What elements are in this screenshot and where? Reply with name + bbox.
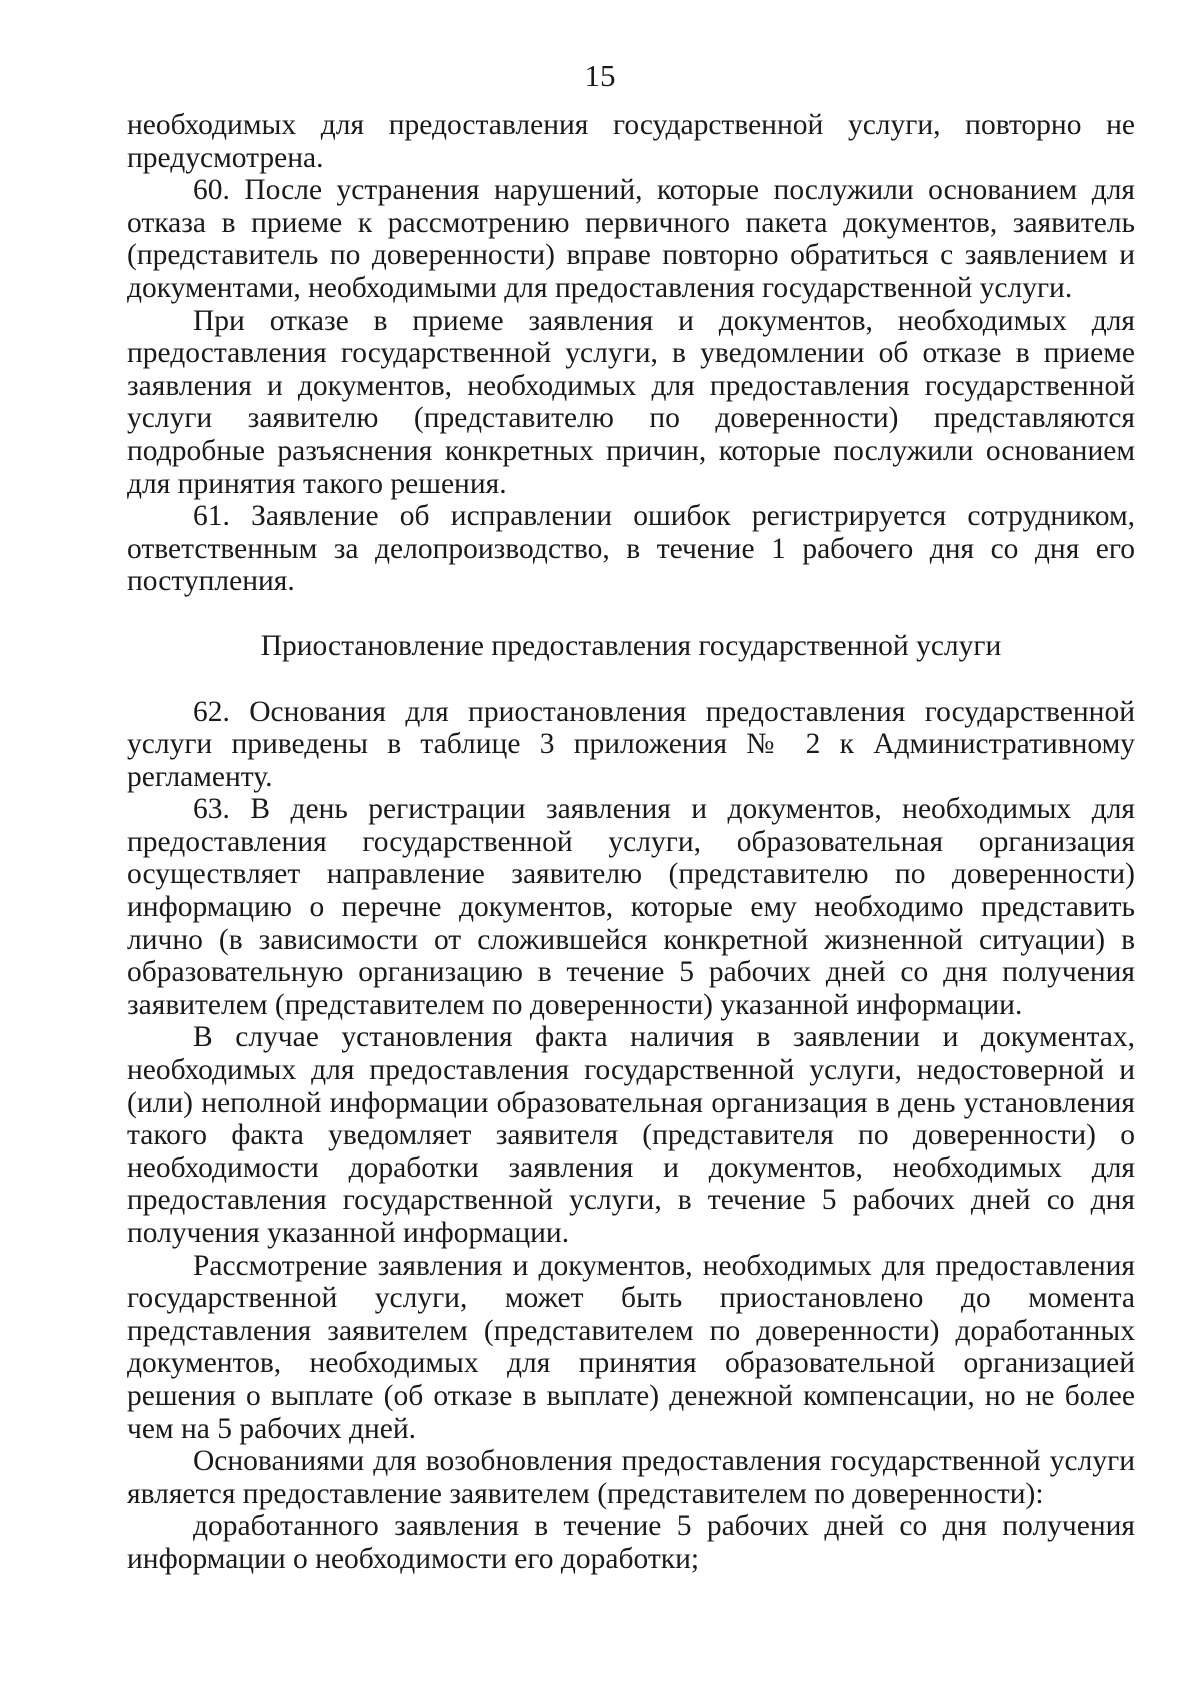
section-heading: Приостановление предоставления государственной услуги [260,629,1002,662]
paragraph-60: 60. После устранения нарушений, которые послужили основанием для отказа в приеме к рассмотрению первичного пакета документов, заявитель (представитель по доверенности) вправе повторно обратиться с заявлением и документами, необходимыми для предоставления государственной услуги. [127,174,1135,304]
spacer [127,598,1135,630]
spacer [127,663,1135,696]
paragraph-61: 61. Заявление об исправлении ошибок регистрируется сотрудником, ответственным за делопроизводство, в течение 1 рабочего дня со дня его поступления. [127,500,1135,598]
paragraph-continuation: необходимых для предоставления государственной услуги, повторно не предусмотрена. [127,109,1135,174]
paragraph-62: 62. Основания для приостановления предоставления государственной услуги приведены в таблице 3 приложения № 2 к Административному регламенту. [127,695,1135,793]
page-number: 15 [584,58,616,93]
paragraph-refusal-explanation: При отказе в приеме заявления и документов, необходимых для предоставления государственной услуги, в уведомлении об отказе в приеме заявления и документов, необходимых для предоставления государственной услуги заявителю (представителю по доверенности) представляются подробные разъяснения конкретных причин, которые послужили основанием для принятия такого решения. [127,304,1135,500]
paragraph-suspension: Рассмотрение заявления и документов, необходимых для предоставления государственной услуги, может быть приостановлено до момента представления заявителем (представителем по доверенности) доработанных документов, необходимых для принятия образовательной организацией решения о выплате (об отказе в выплате) денежной компенсации, но не более чем на 5 рабочих дней. [127,1249,1135,1445]
document-body [127,109,1135,1576]
paragraph-63: 63. В день регистрации заявления и документов, необходимых для предоставления государственной услуги, образовательная организация осуществляет направление заявителю (представителю по доверенности) информацию о перечне документов, которые ему необходимо представить лично (в зависимости от сложившейся конкретной жизненной ситуации) в образовательную организацию в течение 5 рабочих дней со дня получения заявителем (представителем по доверенности) указанной информации. [127,793,1135,1021]
paragraph-revised-application: доработанного заявления в течение 5 рабочих дней со дня получения информации о необходимости его доработки; [127,1510,1135,1575]
paragraph-resumption-grounds: Основаниями для возобновления предоставления государственной услуги является предоставление заявителем (представителем по доверенности): [127,1445,1135,1510]
paragraph-incomplete-info: В случае установления факта наличия в заявлении и документах, необходимых для предоставления государственной услуги, недостоверной и (или) неполной информации образовательная организация в день установления такого факта уведомляет заявителя (представителя по доверенности) о необходимости доработки заявления и документов, необходимых для предоставления государственной услуги, в течение 5 рабочих дней со дня получения указанной информации. [127,1021,1135,1249]
